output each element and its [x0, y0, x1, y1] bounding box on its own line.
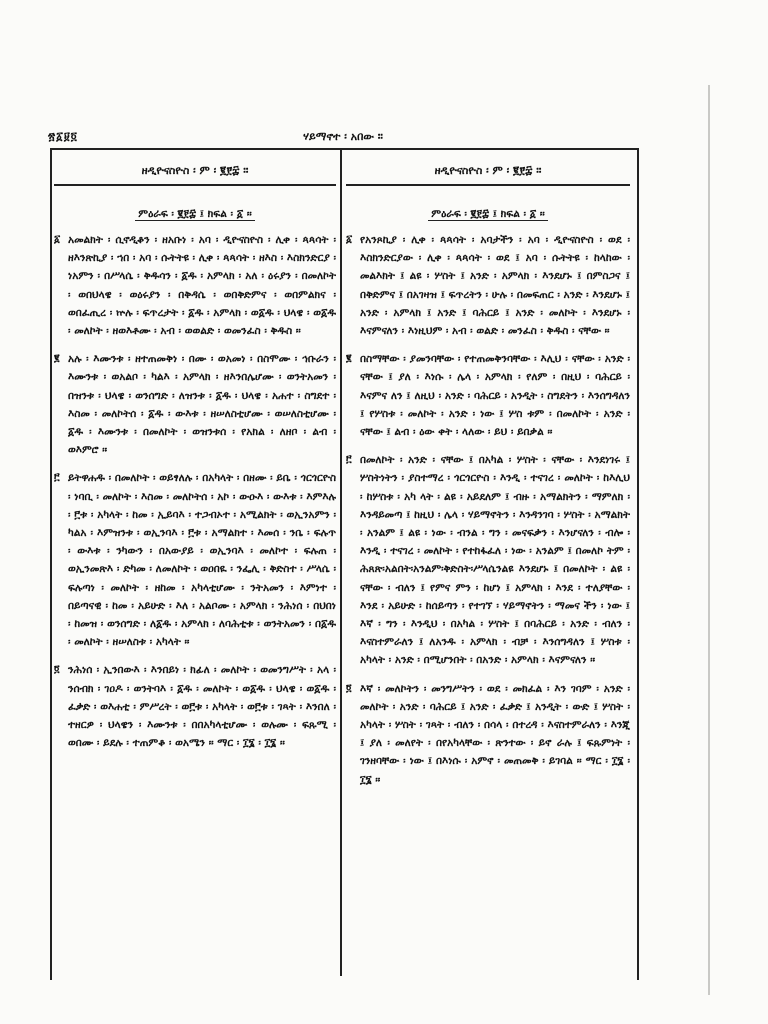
right-chapter-label: ምዕራፍ ፡ ፪፻፰ ፤ ክፍል ፡ ፩ ። — [428, 208, 547, 221]
verse — [346, 350, 630, 441]
right-column-heading: ዘዲዮናስዮስ ፡ ም ፡ ፪፻፰ ። — [346, 158, 630, 186]
verse — [346, 680, 630, 789]
verse-number: ፫ — [346, 454, 352, 466]
verse-number: ፩ — [54, 234, 61, 245]
verse — [346, 231, 630, 340]
right-chapter-title — [346, 208, 630, 221]
scan-edge-line — [708, 85, 710, 995]
page-number: ፳፩፱፬ — [48, 130, 78, 143]
left-chapter-title — [54, 208, 336, 221]
right-column — [346, 150, 630, 976]
verse-text: አሉ ፡ እሙንቱ ፡ ዘተጠመቅነ ፡ በሙ ፡ ወአመነ ፡ በስሞሙ ፡ ኅቡራን ፡ እሙንቱ ፡ ወአልቦ ፡ ካልእ ፡ አምላክ ፡ ዘእንበሌሆሙ ፡ ወንትአመን ፡ በዝንቱ ፡ ህላዌ ፡ ወንሰግድ ፡ ለዝንቱ ፡ ፩ዱ ፡ ህላዌ ፡ አሐተ ፡ ስግደተ ፡ እስመ ፡ መለኮትሰ ፡ ፩ዱ ፡ ውእቱ ፡ ዘሠለስቲሆሙ ፡ ወሠለስቲሆሙ ፡ ፩ዱ ፡ እሙንቱ ፡ በመለኮት ፡ ወዝንቱሰ ፡ የአክል ፡ ለዘቦ ፡ ልብ ፡ ወእምሮ ። — [68, 353, 336, 457]
verse-number: ፩ — [346, 234, 353, 245]
verse-number: ፪ — [346, 353, 352, 365]
left-column-heading: ዘዲዮናስዮስ ፡ ም ፡ ፪፻፰ ። — [54, 158, 336, 186]
verse-text: የአንጾኪያ ፡ ሊቀ ፡ ጳጳሳት ፡ አባታችን ፡ አባ ፡ ዲዮናስዮስ ፡ ወደ ፡ እስክንድርያው ፡ ሊቀ ፡ ጳጳሳት ፡ ወደ ፤ አባ ፡ ሱትትዩ ፡ ከላከው ፡ መልእክት ፤ ልዩ ፡ ሦስት ፤ አንድ ፡ አምላክ ፡ እንደሆኑ ፤ በምስጋና ፤ በቅድምና ፤ በአገዛዝ ፤ ፍጥረትን ፡ ሁሉ ፡ በመፍጠር ፡ አንድ ፡ እንደሆኑ ፤ አንድ ፡ አምላክ ፤ አንድ ፤ ባሕርይ ፤ አንድ ፡ መለኮት ፡ እንደሆኑ ፡ እናምናለን ፡ እነዚህም ፡ አብ ፡ ወልድ ፡ መንፈስ ፡ ቅዱስ ፡ ናቸው ። — [360, 234, 630, 338]
running-title: ሃይማኖተ ፡ አበው ። — [303, 130, 383, 143]
verse — [54, 231, 336, 340]
left-column — [54, 150, 336, 976]
verse-text: ይትዋሐዱ ፡ በመለኮት ፡ ወይፃለሉ ፡ በአካላት ፡ በዘሙ ፡ ይቤ ፡ ጎርጎርዮስ ፡ ነባቢ ፡ መለኮት ፡ እስመ ፡ መለኮትሰ ፡ አኮ ፡ ውዑእ ፡ ውእቱ ፡ እምእሉ ፡ ፫ቱ ፡ አካላት ፡ ከመ ፡ ኢይባእ ፡ ተጋብኦተ ፡ አሚልክት ፡ ወኢንአምን ፡ ካልአ ፡ እምዝንቱ ፡ ወኢንባእ ፡ ፫ቱ ፡ አማልክተ ፡ እመሰ ፡ ንቤ ፡ ፍሉጥ ፡ ውእቱ ፡ ንካውን ፡ በአውያይ ፡ ወኢንባእ ፡ መለኮተ ፡ ፍሉጠ ፡ ወኢንመጽእ ፡ ድካመ ፡ ለመለኮት ፡ ወዐበዪ ፡ ንፌሊ ፡ ቅድስተ ፡ ሥላሴ ፡ ፍሉጣነ ፡ መለኮት ፡ ዘከመ ፡ አካላቲሆሙ ፡ ንትአመን ፡ እምነተ ፡ በይጣናዊ ፡ ከመ ፡ አይሁድ ፡ እለ ፡ አልቦሙ ፡ አምላክ ፡ ንሕነሰ ፡ በህበነ ፡ ከመዝ ፡ ወንሰግድ ፡ ለ፩ዱ ፡ አምላክ ፡ ለባሕቲቱ ፡ ወንትአመን ፡ በ፩ዱ ፡ መለኮት ፡ ዘሠለስቱ ፡ አካላት ። — [68, 472, 336, 649]
verse-text: አመልክት ፡ ሲኖዲቆን ፡ ዘአቡነ ፡ አባ ፡ ዲዮናስዮስ ፡ ሊቀ ፡ ጳጳሳት ፡ ዘእንጽኪያ ፡ ኀበ ፡ አባ ፡ ሱትትዩ ፡ ሊቀ ፡ ጳጳሳት ፡ ዘእስ ፡ እስክንድርያ ፡ ነአምን ፡ በሥላሴ ፡ ቅዱሳን ፡ ፩ዱ ፡ አምላክ ፡ አለ ፡ ዕሩያን ፡ በመለኮት ፡ ወበህላዌ ፡ ወዕሩያን ፡ በቅዳሴ ፡ ወበቅድምና ፡ ወበምልክና ፡ ወበፈጢረ ፡ ኵሉ ፡ ፍጥረታት ፡ ፩ዱ ፡ አምላክ ፡ ወ፩ዱ ፡ ህላዌ ፡ ወ፩ዱ ፡ መለኮት ፡ ዘወእቶሙ ፡ አብ ፡ ወወልድ ፡ ወመንፈስ ፡ ቅዱስ ። — [68, 234, 336, 338]
verse-text: ንሕነሰ ፡ ኢንበውእ ፡ እንበይነ ፡ ክፊለ ፡ መለኮት ፡ ወመንግሥት ፡ አላ ፡ ንሰብክ ፡ ገዐዶ ፡ ወንትባእ ፡ ፩ዱ ፡ መለኮት ፡ ወ፩ዱ ፡ ህላዌ ፡ ወ፩ዱ ፡ ፈቃድ ፡ ወእሐቲ ፡ ምሥረት ፡ ወ፫ቱ ፡ አካላት ፡ ወ፫ቱ ፡ ገጻት ፡ እንበለ ፡ ተዘርዎ ፡ ህላዌን ፡ እሙንቱ ፡ በበአካላቲሆሙ ፡ ወሉሙ ፡ ፍጹሚ ፡ ወበሙ ፡ ይደሉ ፡ ተጠምቆ ፡ ወአሜን ። ማር ፡ ፲፮ ፡ ፲፮ ። — [68, 664, 336, 750]
column-divider — [340, 150, 342, 976]
verse-number: ፫ — [54, 472, 60, 484]
verse-number: ፬ — [346, 682, 352, 694]
verse-text: በመለኮት ፡ አንድ ፡ ናቸው ፤ በአካል ፡ ሦስት ፡ ናቸው ፡ እንደነገሩ ፤ ሦስትነትን ፡ ያስተማረ ፡ ጎርጎርዮስ ፡ እንዲ ፡ ተናገረ ፡ መለኮት ፡ ከእሊህ ፡ ከሦስቱ ፡ አካ ላት ፡ ልዩ ፡ አይደለም ፤ ብዙ ፡ አማልክትን ፡ ማምለክ ፡ እንዳይመጣ ፤ ከዚህ ፡ ሌላ ፡ ሃይማኖትን ፡ እንዳንገባ ፡ ሦስት ፡ አማልክት ፡ አንልም ፤ ልዩ ፡ ነው ፡ ብንል ፡ ግን ፡ መናፍቃን ፡ እንሆናለን ፡ ብሎ ፡ እንዲ ፡ ተናገረ ፡ መለኮት ፡ የተከፋፈለ ፡ ነው ፡ አንልም ፤ በመለኮ ትም ፡ ሕጸጽ፡አልበት፡አንልም፡ቅድስት፡ሥላሴንልዩ እንደሆኑ ፤ በመለኮት ፡ ልዩ ፡ ናቸው ፡ ብለን ፤ የምና ምን ፡ ከሆነ ፤ አምላክ ፡ እንደ ፡ ተለያቸው ፡ እንደ ፡ አይሁድ ፡ ከሰይጣን ፡ የተገኘ ፡ ሃይማኖትን ፡ ማመና ችን ፡ ነው ፤ እኛ ፡ ግን ፡ እንዲህ ፡ በአካል ፡ ሦስት ፤ በባሕርይ ፡ አንድ ፡ ብለን ፡ እናስተምራለን ፤ ለአንዱ ፡ አምላክ ፡ ብቻ ፡ እንሰግዳለን ፤ ሦስቱ ፡ አካላት ፡ አንድ ፡ በሚሆንበት ፡ በአንድ ፡ አምላክ ፡ እናምናለን ። — [360, 454, 630, 667]
left-chapter-label: ምዕራፍ ፡ ፪፻፰ ፤ ክፍል ፡ ፩ ። — [135, 208, 254, 221]
verse-number: ፬ — [54, 664, 60, 676]
verse — [54, 469, 336, 651]
verse — [54, 661, 336, 752]
verse-number: ፪ — [54, 353, 60, 365]
verse — [54, 350, 336, 459]
page-header — [48, 128, 638, 148]
verse-text: በስማቸው ፡ ያመንባቸው ፡ የተጠመቅንባቸው ፡ እሊህ ፡ ናቸው ፡ አንድ ፡ ናቸው ፤ ያለ ፡ እነሱ ፡ ሌላ ፡ አምላክ ፡ የለም ፡ በዚህ ፡ ባሕርይ ፡ እናምና ለን ፤ ለዚህ ፡ አንድ ፡ ባሕርይ ፡ አንዲት ፡ ስግደትን ፡ እንሰግዳለን ፤ የሦስቱ ፡ መለኮት ፡ አንድ ፡ ነው ፤ ሦስ ቱም ፡ በመለኮት ፡ አንድ ፡ ናቸው ፤ ልብ ፡ ዕው ቀት ፡ ላለው ፡ ይህ ፡ ይበቃል ። — [360, 353, 630, 439]
verse-text: እኛ ፡ መለኮትን ፡ መንግሥትን ፡ ወደ ፡ መክፈል ፡ እን ገባም ፡ አንድ ፡ መለኮት ፡ አንድ ፡ ባሕርይ ፤ አንድ ፡ ፈቃድ ፤ አንዲት ፡ ውድ ፤ ሦስት ፡ አካላት ፡ ሦስት ፡ ገጻት ፡ ብለን ፡ በሳላ ፡ በተረዳ ፡ እናስተምራለን ፡ እንጂ ፤ ያለ ፡ መለየት ፡ በየአካላቸው ፡ ጽንተው ፡ ይኖ ራሉ ፤ ፍጹምነት ፡ ገንዘባቸው ፡ ነው ፤ በእነሱ ፡ አምኖ ፡ መጠመቅ ፡ ይገባል ። ማር ፡ ፲፮ ፡ ፲፮ ። — [360, 682, 630, 786]
verse — [346, 451, 630, 669]
